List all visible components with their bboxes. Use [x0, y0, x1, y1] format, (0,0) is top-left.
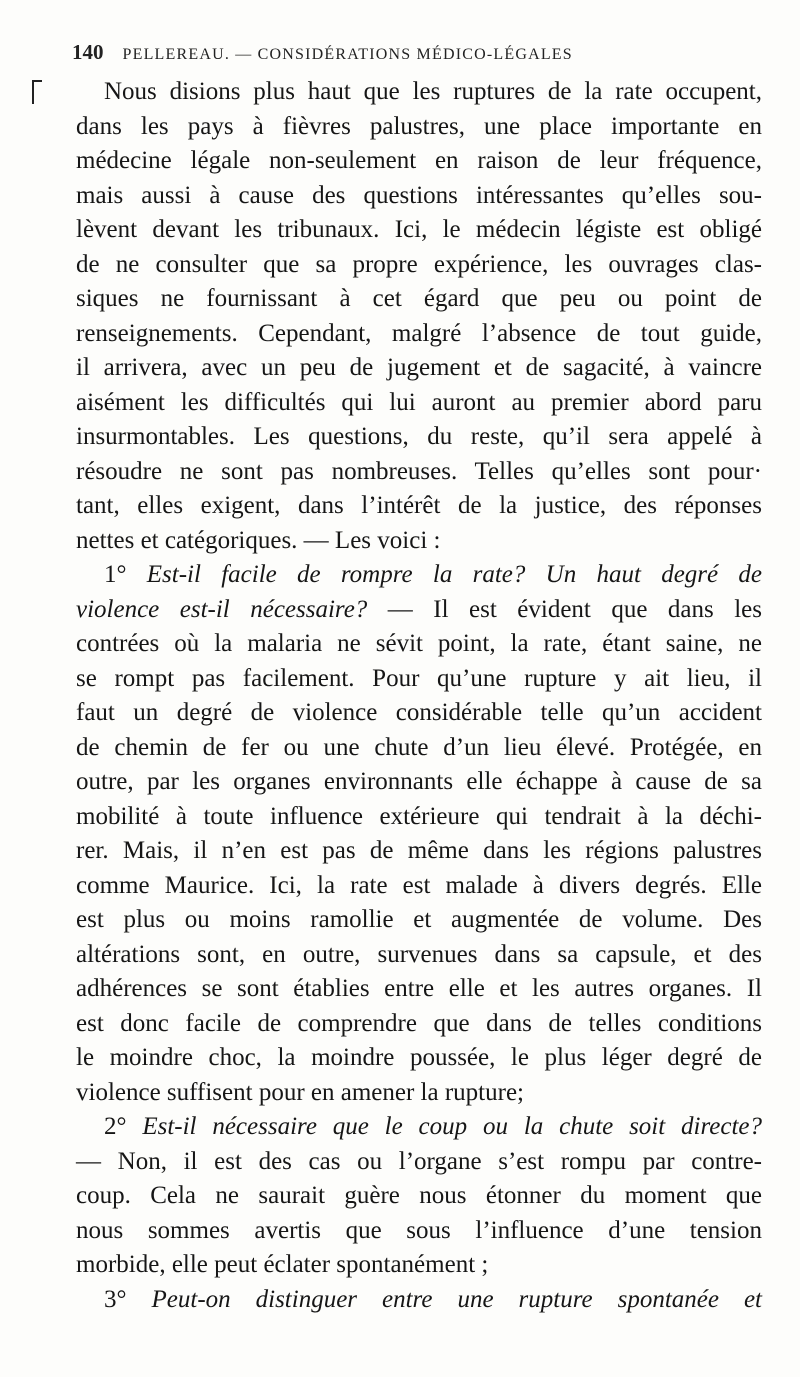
text-line — [76, 179, 762, 214]
text-line — [76, 317, 762, 352]
line-text: morbide, elle peut éclater spontanément ; — [76, 1251, 489, 1278]
text-line — [76, 627, 762, 662]
text-line — [76, 386, 762, 421]
text-line — [76, 1076, 762, 1111]
page-number: 140 — [72, 40, 104, 64]
text-line — [76, 800, 762, 835]
body-text — [76, 75, 762, 1317]
text-line — [76, 1007, 762, 1042]
line-text: violence suffisent pour en amener la rupture; — [76, 1078, 524, 1106]
text-line — [76, 869, 762, 904]
line-text: résoudre ne sont pas nombreuses. Telles qu’elles sont pour· — [76, 457, 762, 485]
text-line — [76, 144, 762, 179]
text-line — [76, 1248, 762, 1283]
line-text: mobilité à toute influence extérieure qui tendrait à la déchi- — [76, 802, 762, 830]
text-line — [76, 558, 762, 593]
line-text: faut un degré de violence considérable telle qu’un accident — [76, 699, 762, 726]
line-text: il arrivera, avec un peu de jugement et de sagacité, à vaincre — [76, 354, 762, 381]
line-text: coup. Cela ne saurait guère nous étonner du moment que — [76, 1182, 762, 1209]
line-text: renseignements. Cependant, malgré l’absence de tout guide, — [76, 319, 762, 347]
italic-question: Peut-on distinguer entre une rupture spontanée et — [151, 1285, 763, 1313]
line-text: de ne consulter que sa propre expérience, les ouvrages clas- — [76, 250, 762, 278]
text-line — [76, 731, 762, 766]
text-line — [76, 696, 762, 731]
text-line — [76, 938, 762, 973]
text-line — [76, 282, 762, 317]
text-line — [76, 903, 762, 938]
text-line — [76, 1110, 762, 1145]
line-text: médecine légale non-seulement en raison de leur fréquence, — [76, 147, 762, 174]
text-line — [76, 1214, 762, 1249]
line-text: aisément les difficultés qui lui auront au premier abord paru — [76, 388, 762, 416]
line-text: altérations sont, en outre, survenues dans sa capsule, et des — [76, 940, 762, 968]
text-line — [76, 489, 762, 524]
line-text: rer. Mais, il n’en est pas de même dans les régions palustres — [76, 837, 762, 864]
text-line — [76, 1145, 762, 1180]
running-title: PELLEREAU. — CONSIDÉRATIONS MÉDICO-LÉGALES — [122, 46, 573, 63]
item-number: 1° — [104, 561, 147, 588]
line-text: nettes et catégoriques. — Les voici : — [76, 526, 441, 554]
italic-question: violence est-il nécessaire? — [76, 595, 368, 623]
line-text: de chemin de fer ou une chute d’un lieu élevé. Protégée, en — [76, 733, 762, 761]
text-line — [76, 455, 762, 490]
text-line — [76, 420, 762, 455]
text-line — [76, 75, 762, 110]
text-line — [76, 662, 762, 697]
italic-question: Est-il nécessaire que le coup ou la chute soit directe? — [142, 1113, 762, 1140]
line-text: est donc facile de comprendre que dans de telles conditions — [76, 1009, 762, 1037]
text-line — [76, 351, 762, 386]
italic-question: Est-il facile de rompre la rate? Un haut degré de — [146, 561, 763, 588]
text-line — [76, 524, 762, 559]
text-line — [76, 1041, 762, 1076]
line-text: insurmontables. Les questions, du reste, qu’il sera appelé à — [76, 423, 762, 450]
line-text: nous sommes avertis que sous l’influence d’une tension — [76, 1216, 762, 1244]
text-line — [76, 248, 762, 283]
line-text: se rompt pas facilement. Pour qu’une rupture y ait lieu, il — [76, 664, 762, 692]
line-text: — Non, il est des cas ou l’organe s’est rompu par contre- — [76, 1147, 762, 1175]
line-text: — Il est évident que dans les — [367, 595, 762, 623]
text-line — [76, 834, 762, 869]
line-text: Nous disions plus haut que les ruptures de la rate occupent, — [104, 78, 762, 105]
text-line — [76, 110, 762, 145]
text-line — [76, 765, 762, 800]
text-line — [76, 1179, 762, 1214]
corner-bracket-mark — [32, 80, 42, 104]
line-text: contrées où la malaria ne sévit point, la rate, étant saine, ne — [76, 630, 762, 657]
line-text: comme Maurice. Ici, la rate est malade à divers degrés. Elle — [76, 871, 762, 899]
line-text: lèvent devant les tribunaux. Ici, le médecin légiste est obligé — [76, 216, 762, 243]
item-number: 3° — [104, 1285, 152, 1313]
running-head — [72, 40, 772, 65]
text-line — [76, 213, 762, 248]
line-text: siques ne fournissant à cet égard que peu ou point de — [76, 285, 762, 312]
text-line — [76, 972, 762, 1007]
text-line — [76, 1283, 762, 1318]
line-text: adhérences se sont établies entre elle et les autres organes. Il — [76, 975, 762, 1002]
line-text: tant, elles exigent, dans l’intérêt de la justice, des réponses — [76, 492, 762, 519]
line-text: le moindre choc, la moindre poussée, le plus léger degré de — [76, 1044, 762, 1071]
item-number: 2° — [104, 1113, 143, 1140]
line-text: outre, par les organes environnants elle échappe à cause de sa — [76, 768, 762, 795]
line-text: est plus ou moins ramollie et augmentée de volume. Des — [76, 906, 762, 933]
text-line — [76, 593, 762, 628]
line-text: dans les pays à fièvres palustres, une place importante en — [76, 112, 762, 140]
line-text: mais aussi à cause des questions intéressantes qu’elles sou- — [76, 181, 762, 209]
